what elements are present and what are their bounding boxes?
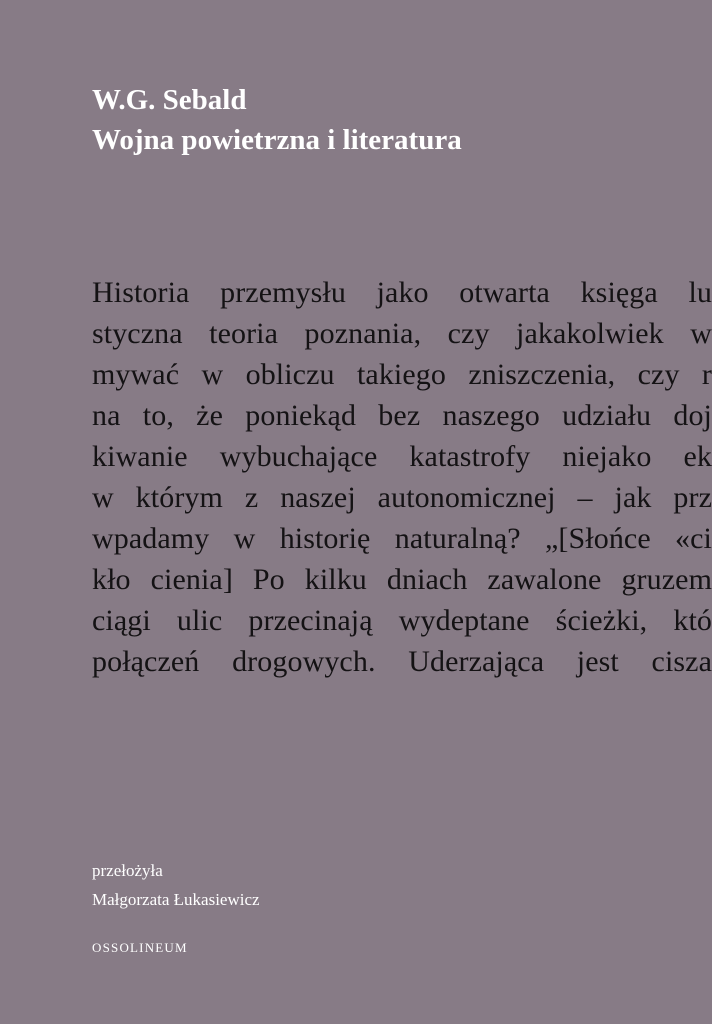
excerpt-line: styczna teoria poznania, czy jakakolwiek w	[92, 317, 712, 350]
translator-label: przełożyła	[92, 861, 163, 880]
excerpt-line: wpadamy w historię naturalną? „[Słońce «ci	[92, 522, 712, 555]
excerpt-line: ciągi ulic przecinają wydeptane ścieżki, któ	[92, 604, 712, 637]
book-title: Wojna powietrzna i literatura	[92, 124, 462, 156]
excerpt-line: mywać w obliczu takiego zniszczenia, czy r	[92, 358, 712, 391]
excerpt-line: w którym z naszej autonomicznej – jak prz	[92, 481, 712, 514]
translator-credit	[92, 856, 260, 914]
excerpt-line: połączeń drogowych. Uderzająca jest cisza	[92, 645, 712, 678]
excerpt-line: na to, że poniekąd bez naszego udziału doj	[92, 399, 712, 432]
excerpt-line: kło cienia] Po kilku dniach zawalone gruzem	[92, 563, 712, 596]
author-name: W.G. Sebald	[92, 84, 247, 116]
excerpt-line: kiwanie wybuchające katastrofy niejako ek	[92, 440, 712, 473]
excerpt-text	[92, 272, 712, 682]
publisher-name: OSSOLINEUM	[92, 940, 188, 955]
translator-name: Małgorzata Łukasiewicz	[92, 890, 260, 909]
excerpt-line: Historia przemysłu jako otwarta księga lu	[92, 276, 712, 309]
cover-header	[92, 80, 462, 160]
